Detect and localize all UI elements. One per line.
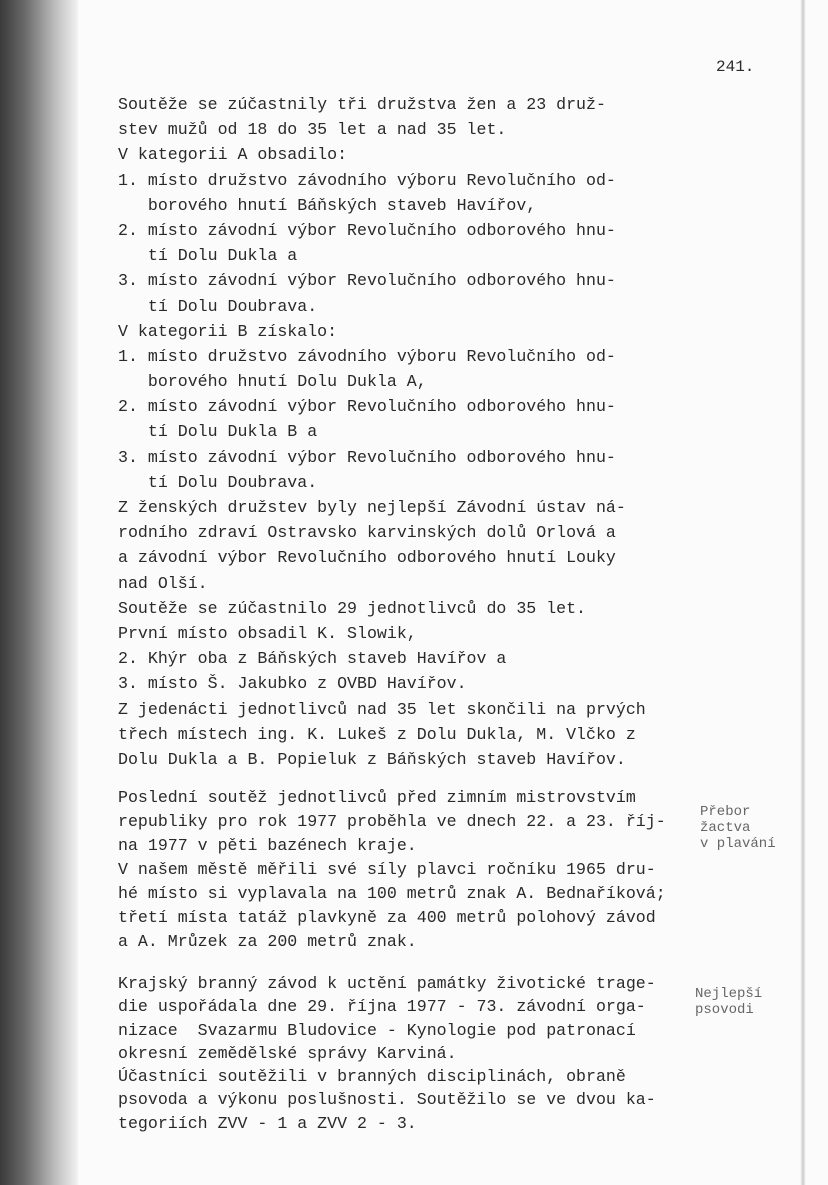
text-line: 2. Khýr oba z Báňských staveb Havířov a bbox=[118, 649, 507, 669]
text-line: 1. místo družstvo závodního výboru Revolučního od- bbox=[118, 346, 616, 366]
text-line: rodního zdraví Ostravsko karvinských dolů Orlová a bbox=[118, 523, 616, 543]
text-line: třetí místa tatáž plavkyně za 400 metrů polohový závod bbox=[118, 908, 656, 927]
scan-edge-shadow bbox=[0, 0, 78, 1185]
text-line: V kategorii B získalo: bbox=[118, 321, 338, 341]
text-line: stev mužů od 18 do 35 let a nad 35 let. bbox=[118, 120, 507, 140]
text-line: 3. místo závodní výbor Revolučního odborového hnu- bbox=[118, 271, 616, 291]
text-line: psovoda a výkonu poslušnosti. Soutěžilo se ve dvou ka- bbox=[118, 1090, 656, 1110]
text-line: na 1977 v pěti bazénech kraje. bbox=[118, 836, 417, 855]
text-line: Soutěže se zúčastnilo 29 jednotlivců do 35 let. bbox=[118, 598, 587, 618]
text-line: První místo obsadil K. Slowik, bbox=[118, 623, 417, 643]
text-line: borového hnutí Dolu Dukla A, bbox=[118, 372, 427, 392]
text-line: a A. Mrůzek za 200 metrů znak. bbox=[118, 932, 417, 951]
text-line: tí Dolu Dukla a bbox=[118, 246, 298, 266]
text-line: tegoriích ZVV - 1 a ZVV 2 - 3. bbox=[118, 1113, 417, 1133]
text-line: 2. místo závodní výbor Revolučního odborového hnu- bbox=[118, 220, 616, 240]
text-line: borového hnutí Báňských staveb Havířov, bbox=[118, 195, 537, 215]
text-line: Nejlepší bbox=[695, 986, 763, 1002]
text-line: hé místo si vyplavala na 100 metrů znak A. Bednaříková; bbox=[118, 884, 666, 903]
text-line: die uspořádala dne 29. října 1977 - 73. závodní orga- bbox=[118, 997, 646, 1017]
margin-note-dog-handlers bbox=[695, 986, 762, 1018]
scan-right-edge bbox=[800, 0, 806, 1185]
text-line: Účastníci soutěžili v branných disciplinách, obraně bbox=[118, 1067, 626, 1087]
text-line: 3. místo Š. Jakubko z OVBD Havířov. bbox=[118, 674, 467, 694]
text-line: Poslední soutěž jednotlivců před zimním mistrovstvím bbox=[118, 788, 636, 807]
text-line: v plavání bbox=[700, 836, 776, 852]
section-swimming-results bbox=[118, 92, 646, 772]
text-line: Z ženských družstev byly nejlepší Závodní ústav ná- bbox=[118, 498, 626, 517]
section-youth-swimming bbox=[118, 786, 666, 954]
text-line: třech místech ing. K. Lukeš z Dolu Dukla, M. Vlčko z bbox=[118, 724, 636, 744]
section-dog-handlers bbox=[118, 972, 656, 1135]
text-line: tí Dolu Doubrava. bbox=[118, 296, 318, 316]
text-line: žactva bbox=[700, 820, 751, 836]
text-line: Přebor bbox=[700, 804, 751, 820]
text-line: 3. místo závodní výbor Revolučního odborového hnu- bbox=[118, 447, 616, 467]
text-line: tí Dolu Dukla B a bbox=[118, 422, 318, 442]
text-line: Krajský branný závod k uctění památky životické trage- bbox=[118, 974, 656, 993]
text-line: Soutěže se zúčastnily tři družstva žen a 23 druž- bbox=[118, 95, 606, 114]
text-line: a závodní výbor Revolučního odborového hnutí Louky bbox=[118, 548, 616, 568]
text-line: Dolu Dukla a B. Popieluk z Báňských staveb Havířov. bbox=[118, 749, 626, 769]
text-line: republiky pro rok 1977 proběhla ve dnech 22. a 23. říj- bbox=[118, 812, 666, 831]
text-line: nad Olší. bbox=[118, 573, 208, 593]
text-line: tí Dolu Doubrava. bbox=[118, 472, 318, 492]
text-line: Z jedenácti jednotlivců nad 35 let skončili na prvých bbox=[118, 699, 646, 719]
margin-note-swimming bbox=[700, 804, 776, 852]
text-line: nizace Svazarmu Bludovice - Kynologie pod patronací bbox=[118, 1020, 636, 1040]
text-line: okresní zemědělské správy Karviná. bbox=[118, 1043, 457, 1063]
text-line: psovodi bbox=[695, 1002, 754, 1018]
text-line: 1. místo družstvo závodního výboru Revolučního od- bbox=[118, 170, 616, 190]
text-line: V našem městě měřili své síly plavci ročníku 1965 dru- bbox=[118, 860, 656, 879]
page-number: 241. bbox=[716, 58, 755, 76]
text-line: 2. místo závodní výbor Revolučního odborového hnu- bbox=[118, 397, 616, 417]
text-line: V kategorii A obsadilo: bbox=[118, 145, 348, 165]
